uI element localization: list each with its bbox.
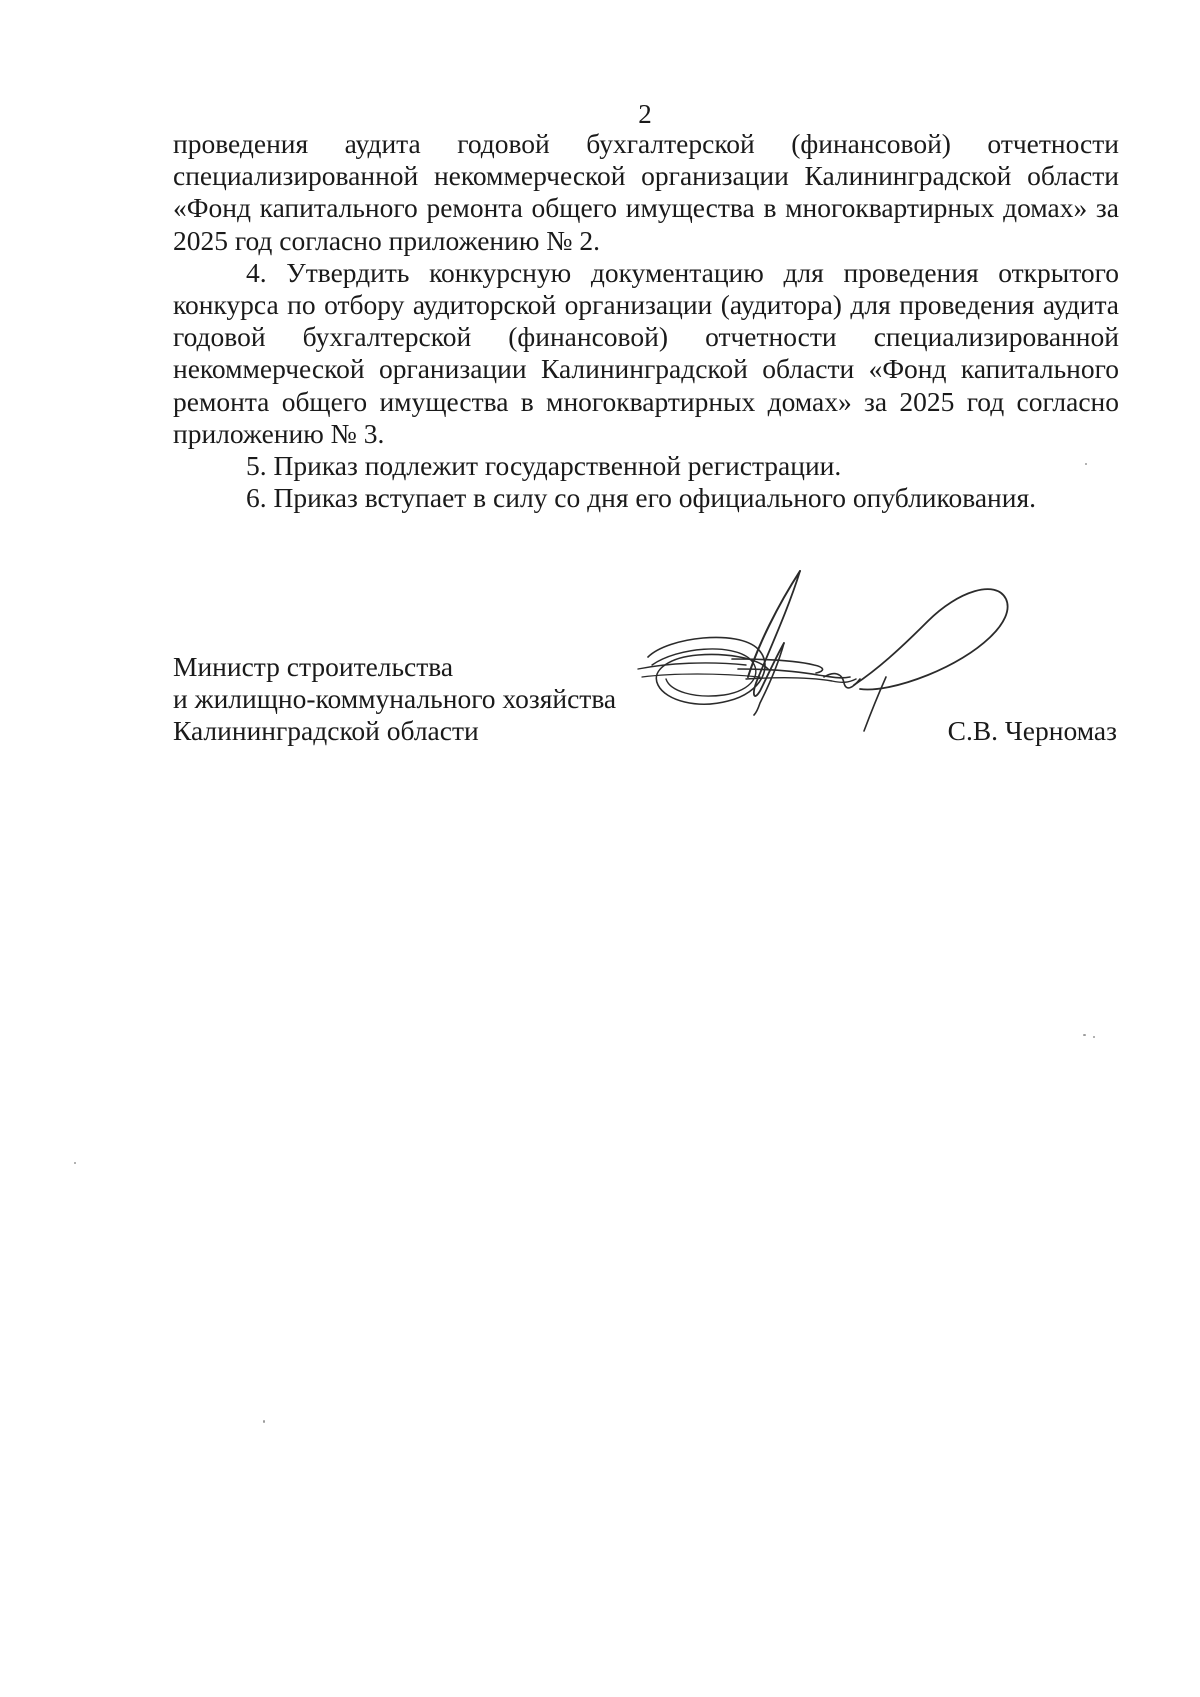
document-body <box>173 128 1119 514</box>
position-line: Министр строительства <box>173 651 454 682</box>
scan-speck <box>1093 1036 1095 1038</box>
handwritten-signature-icon <box>628 565 1038 765</box>
scan-speck <box>1085 463 1087 465</box>
scan-speck <box>1083 1034 1086 1036</box>
paragraph-item-4: 4. Утвердить конкурсную документацию для проведения открытого конкурса по отбору аудиторской организации (аудитора) для проведения аудита годовой бухгалтерской (финансовой) отчетности специализированной некоммерческой организации Калининградской области «Фонд капитального ремонта общего имущества в многоквартирных домах» за 2025 год согласно приложению № 3. <box>173 256 1119 449</box>
paragraph-item-6: 6. Приказ вступает в силу со дня его официального опубликования. <box>246 482 1037 514</box>
scan-speck <box>263 1420 265 1423</box>
signer-name: С.В. Черномаз <box>947 715 1117 746</box>
paragraph-item-5: 5. Приказ подлежит государственной регистрации. <box>246 450 842 482</box>
signer-position <box>173 651 616 748</box>
position-line: и жилищно-коммунального хозяйства <box>173 683 617 715</box>
scan-speck <box>74 1162 76 1164</box>
position-line: Калининградской области <box>173 715 479 747</box>
paragraph-continuation: проведения аудита годовой бухгалтерской (финансовой) отчетности специализированной некоммерческой организации Калининградской области «Фонд капитального ремонта общего имущества в многоквартирных домах» за 2025 год согласно приложению № 2. <box>173 128 1119 256</box>
page-number: 2 <box>638 99 652 129</box>
